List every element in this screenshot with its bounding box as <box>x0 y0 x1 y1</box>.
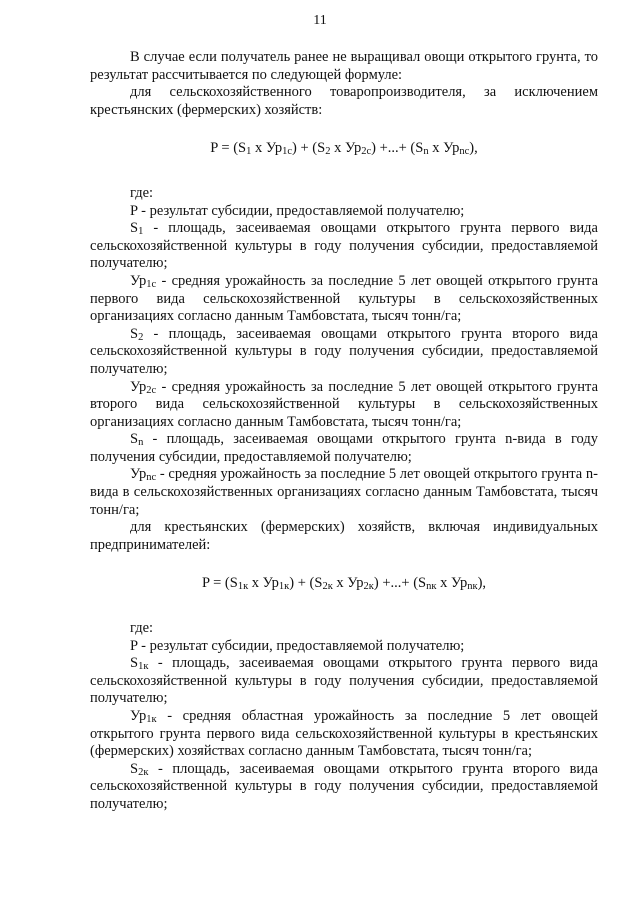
text-run: - площадь, засеиваемая овощами открытого грунта n-вида в году получения субсидии, предоставляемой получателю; <box>90 431 598 465</box>
subscript: nк <box>426 581 437 593</box>
page-number: 11 <box>313 13 327 28</box>
text-run: Ур <box>130 378 147 395</box>
paragraph <box>90 84 598 119</box>
text-run: Ур <box>130 272 147 289</box>
subscript: 2к <box>363 581 374 593</box>
paragraph <box>90 431 598 466</box>
text-run: х Ур <box>248 575 279 592</box>
text-run: где: <box>130 184 154 201</box>
paragraph <box>90 203 598 221</box>
paragraph <box>90 326 598 379</box>
subscript: 1к <box>146 714 157 725</box>
text-run: - площадь, засеиваемая овощами открытого грунта первого вида сельскохозяйственной культуры в году получения субсидии, предоставляемой получателю; <box>90 220 598 272</box>
paragraph <box>90 620 598 638</box>
formula <box>90 140 598 158</box>
subscript: nк <box>467 581 478 593</box>
subscript: 1к <box>278 581 290 593</box>
text-run: для крестьянских (фермерских) хозяйств, включая индивидуальных предпринимателей: <box>90 519 598 553</box>
paragraph <box>90 185 598 203</box>
text-run: х Ур <box>428 140 460 157</box>
subscript: nс <box>459 146 470 158</box>
subscript: 1 <box>138 226 144 238</box>
text-run: ) +...+ (S <box>371 140 424 157</box>
formula <box>90 575 598 593</box>
paragraph <box>90 379 598 432</box>
paragraph <box>90 466 598 519</box>
subscript: 2с <box>361 146 372 158</box>
text-run: - средняя урожайность за последние 5 лет овощей открытого грунта второго вида сельскохозяйственной культуры в сельскохозяйственных организациях согласно данным Тамбовстата, тысяч тонн/га; <box>90 378 598 430</box>
text-run: - средняя областная урожайность за последние 5 лет овощей открытого грунта первого вида сельскохозяйственной культуры в крестьянских (фермерских) хозяйствах согласно данным Тамбовстата, тысяч тонн/га; <box>90 708 598 760</box>
text-run: ) + (S <box>289 575 323 592</box>
text-run: для сельскохозяйственного товаропроизводителя, за исключением крестьянских (фермерских) хозяйств: <box>90 84 598 118</box>
paragraph <box>90 655 598 708</box>
subscript: 1с <box>282 146 293 158</box>
paragraph <box>90 220 598 273</box>
subscript: nс <box>146 472 157 484</box>
paragraph <box>90 761 598 814</box>
text-run: S <box>130 431 139 448</box>
text-run: - средняя урожайность за последние 5 лет овощей открытого грунта n-вида в сельскохозяйственных организациях согласно данным Тамбовстата, тысяч тонн/га; <box>90 466 598 518</box>
text-run: S <box>130 220 139 237</box>
text-run: где: <box>130 620 154 637</box>
paragraph <box>90 49 598 84</box>
subscript: 1к <box>138 661 149 673</box>
text-run: - площадь, засеиваемая овощами открытого грунта первого вида сельскохозяйственной культуры в году получения субсидии, предоставляемой получателю; <box>90 655 598 707</box>
text-run: ) + (S <box>292 140 326 157</box>
text-run: Ур <box>130 708 147 724</box>
subscript: 2 <box>325 146 331 158</box>
subscript: 2к <box>322 581 333 593</box>
text-run: P - результат субсидии, предоставляемой получателю; <box>130 202 465 219</box>
text-run: S <box>130 760 139 777</box>
paragraph <box>90 638 598 656</box>
subscript: 1с <box>146 278 157 290</box>
text-run: Ур <box>130 466 147 483</box>
paragraph <box>90 708 598 761</box>
text-run: х Ур <box>436 575 468 592</box>
text-run: - средняя урожайность за последние 5 лет овощей открытого грунта первого вида сельскохозяйственной культуры в сельскохозяйственных организациях согласно данным Тамбовстата, тысяч тонн/га; <box>90 272 598 325</box>
subscript: 2 <box>138 331 144 343</box>
text-run: P - результат субсидии, предоставляемой получателю; <box>130 637 465 654</box>
subscript: n <box>138 437 144 449</box>
subscript: 2с <box>146 384 157 396</box>
text-run: х Ур <box>251 140 283 157</box>
text-run: P = (S <box>210 140 247 157</box>
text-run: - площадь, засеиваемая овощами открытого грунта второго вида сельскохозяйственной культуры в году получения субсидии, предоставляемой получателю; <box>90 760 598 812</box>
text-run: х Ур <box>330 140 362 157</box>
subscript: 1 <box>246 146 252 158</box>
paragraph <box>90 519 598 554</box>
text-run: P = (S <box>201 575 238 592</box>
text-run: S <box>130 655 139 672</box>
document-body <box>90 49 598 814</box>
text-run: В случае если получатель ранее не выращивал овощи открытого грунта, то результат рассчитывается по следующей формуле: <box>90 49 598 83</box>
text-run: - площадь, засеиваемая овощами открытого грунта второго вида сельскохозяйственной культуры в году получения субсидии, предоставляемой получателю; <box>90 325 598 377</box>
subscript: n <box>423 146 429 158</box>
subscript: 1к <box>237 581 249 593</box>
text-run: ), <box>469 140 478 157</box>
text-run: х Ур <box>332 575 364 592</box>
paragraph <box>90 273 598 326</box>
subscript: 2к <box>138 766 149 778</box>
text-run: ), <box>477 575 487 592</box>
text-run: S <box>130 325 139 342</box>
text-run: ) +...+ (S <box>373 575 427 592</box>
